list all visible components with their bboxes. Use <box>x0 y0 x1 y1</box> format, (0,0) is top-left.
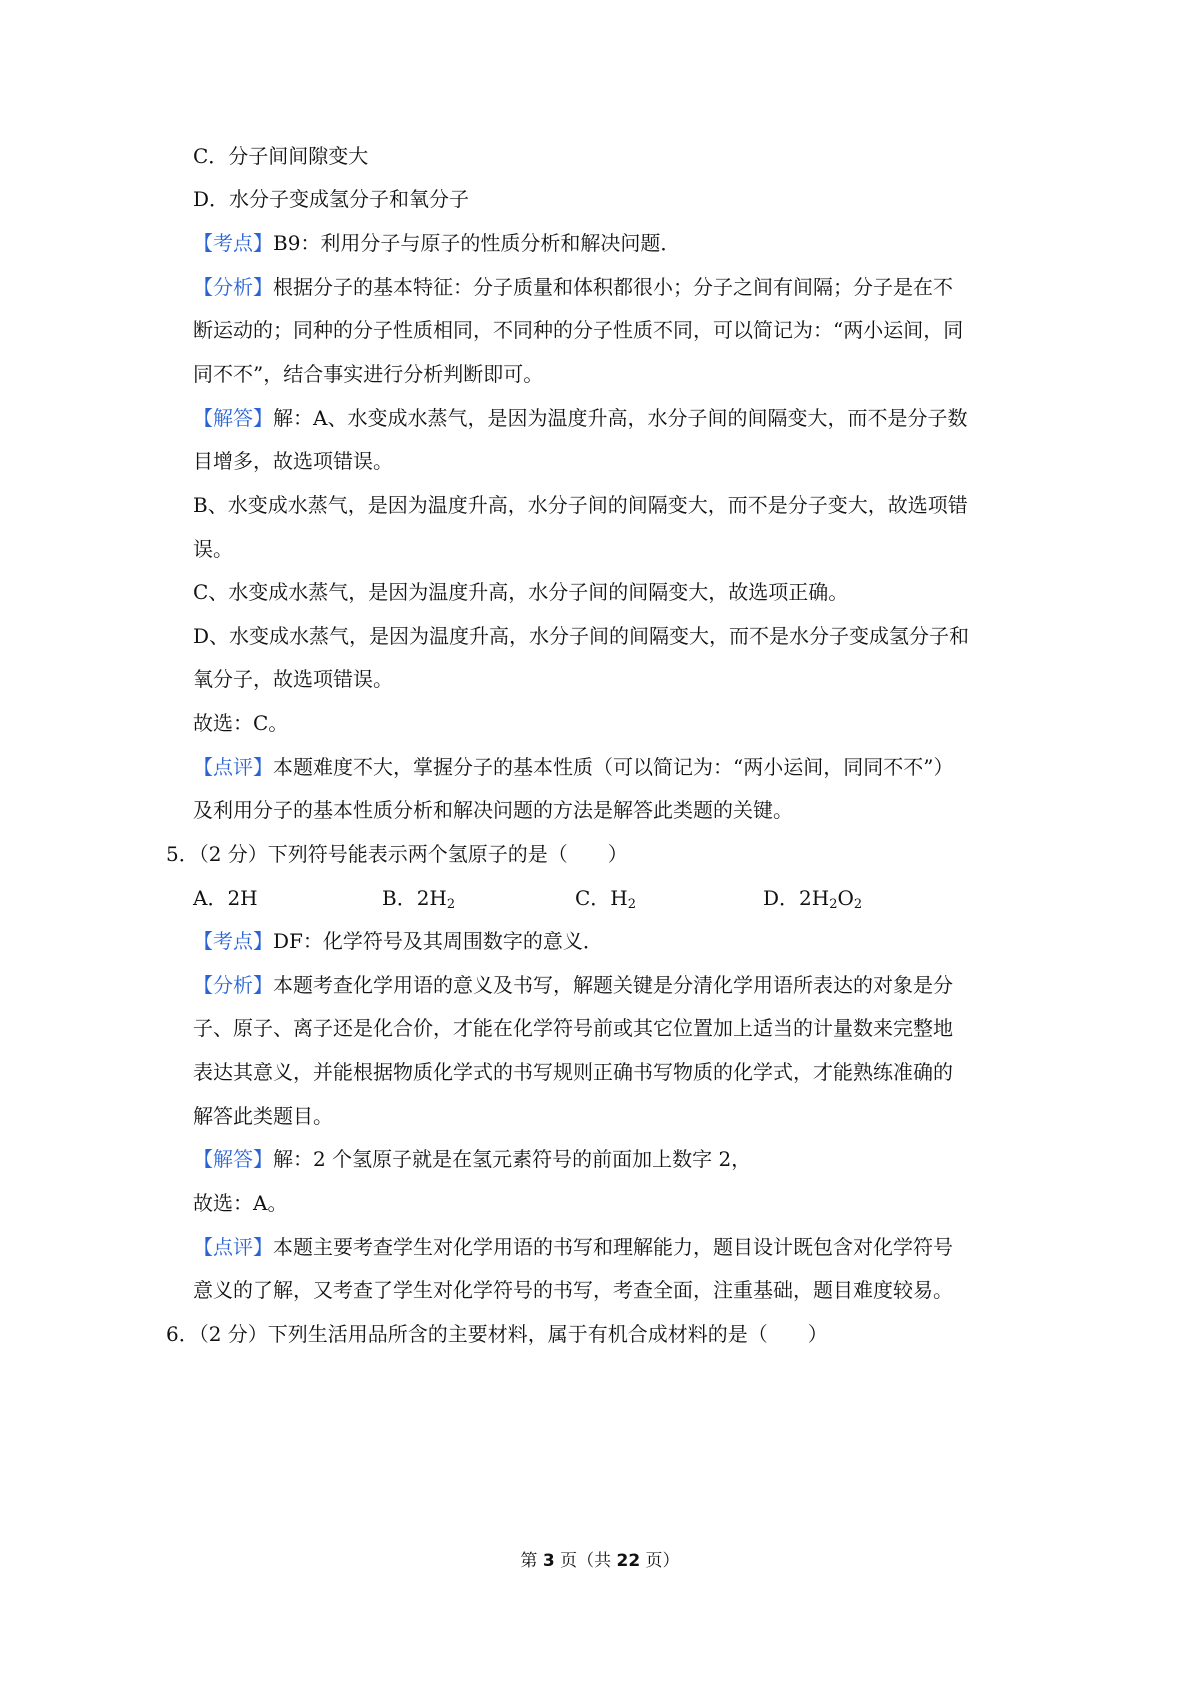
jieda-text: 解：2 个氢原子就是在氢元素符号的前面加上数字 2， <box>273 1147 752 1171</box>
q4-option-c: C．分子间间隙变大 <box>193 144 369 168</box>
q5-option-b-sub: 2 <box>446 897 456 912</box>
q5-jieda-line-1 <box>193 1144 751 1174</box>
q4-option-d: D．水分子变成氢分子和氧分子 <box>193 187 470 211</box>
q5-answer: 故选：A。 <box>193 1191 288 1215</box>
q5-option-d-mid: O <box>837 886 854 910</box>
dianping-text: 本题主要考查学生对化学用语的书写和理解能力，题目设计既包含对化学符号 <box>273 1235 953 1259</box>
q4-fenxi-line-3: 同不不”，结合事实进行分析判断即可。 <box>193 362 544 386</box>
footer-suffix: 页） <box>640 1551 680 1571</box>
q4-jieda-line-2: 目增多，故选项错误。 <box>193 449 393 473</box>
page-footer <box>0 1548 1200 1574</box>
footer-page-number: 3 <box>542 1551 555 1571</box>
jieda-tag: 【解答】 <box>193 1147 273 1171</box>
q4-c-line: C、水变成水蒸气，是因为温度升高，水分子间的间隔变大，故选项正确。 <box>193 580 849 604</box>
q5-option-d-sub2: 2 <box>853 897 863 912</box>
q5-option-d <box>763 883 862 913</box>
kaodian-text: DF：化学符号及其周围数字的意义． <box>273 929 603 953</box>
jieda-tag: 【解答】 <box>193 406 273 430</box>
kaodian-text: B9：利用分子与原子的性质分析和解决问题． <box>273 231 681 255</box>
q5-kaodian <box>193 926 603 956</box>
q4-kaodian <box>193 228 680 258</box>
q6-stem: 6．（2 分）下列生活用品所含的主要材料，属于有机合成材料的是（ ） <box>166 1322 828 1346</box>
q5-option-d-sub1: 2 <box>829 897 838 912</box>
q5-option-c-sub: 2 <box>627 897 637 912</box>
kaodian-tag: 【考点】 <box>193 929 273 953</box>
dianping-tag: 【点评】 <box>193 755 273 779</box>
q4-dianping-line-1 <box>193 752 953 782</box>
q5-fenxi-line-4: 解答此类题目。 <box>193 1104 333 1128</box>
q5-dianping-line-2: 意义的了解，又考查了学生对化学符号的书写，考查全面，注重基础，题目难度较易。 <box>193 1278 953 1302</box>
q5-dianping-line-1 <box>193 1232 953 1262</box>
jieda-text: 解：A、水变成水蒸气，是因为温度升高，水分子间的间隔变大，而不是分子数 <box>273 406 968 430</box>
q4-d-line-2: 氧分子，故选项错误。 <box>193 667 393 691</box>
fenxi-tag: 【分析】 <box>193 275 273 299</box>
fenxi-tag: 【分析】 <box>193 973 273 997</box>
q5-fenxi-line-2: 子、原子、离子还是化合价，才能在化学符号前或其它位置加上适当的计量数来完整地 <box>193 1016 953 1040</box>
dianping-tag: 【点评】 <box>193 1235 273 1259</box>
q4-answer: 故选：C。 <box>193 711 289 735</box>
q4-b-line-1: B、水变成水蒸气，是因为温度升高，水分子间的间隔变大，而不是分子变大，故选项错 <box>193 493 968 517</box>
q5-fenxi-line-3: 表达其意义，并能根据物质化学式的书写规则正确书写物质的化学式，才能熟练准确的 <box>193 1060 953 1084</box>
fenxi-text: 根据分子的基本特征：分子质量和体积都很小；分子之间有间隔；分子是在不 <box>273 275 953 299</box>
fenxi-text: 本题考查化学用语的意义及书写，解题关键是分清化学用语所表达的对象是分 <box>273 973 953 997</box>
kaodian-tag: 【考点】 <box>193 231 273 255</box>
footer-mid: 页（共 <box>554 1551 617 1571</box>
q5-fenxi-line-1 <box>193 970 953 1000</box>
q4-fenxi-line-1 <box>193 272 953 302</box>
q4-dianping-line-2: 及利用分子的基本性质分析和解决问题的方法是解答此类题的关键。 <box>193 798 793 822</box>
q5-option-b <box>382 883 455 913</box>
q5-option-b-main: B．2H <box>382 886 447 910</box>
q4-b-line-2: 误。 <box>193 537 233 561</box>
q4-d-line-1: D、水变成水蒸气，是因为温度升高，水分子间的间隔变大，而不是水分子变成氢分子和 <box>193 624 970 648</box>
q5-option-a: A．2H <box>193 886 258 910</box>
q4-fenxi-line-2: 断运动的；同种的分子性质相同，不同种的分子性质不同，可以简记为：“两小运间，同 <box>193 318 964 342</box>
footer-total-pages: 22 <box>616 1551 641 1571</box>
q4-jieda-line-1 <box>193 403 967 433</box>
q5-option-c <box>575 883 636 913</box>
footer-prefix: 第 <box>520 1551 543 1571</box>
q5-option-d-main: D．2H <box>763 886 830 910</box>
q5-stem: 5．（2 分）下列符号能表示两个氢原子的是（ ） <box>166 842 628 866</box>
q5-option-c-main: C．H <box>575 886 628 910</box>
dianping-text: 本题难度不大，掌握分子的基本性质（可以简记为：“两小运间，同同不不”） <box>273 755 954 779</box>
